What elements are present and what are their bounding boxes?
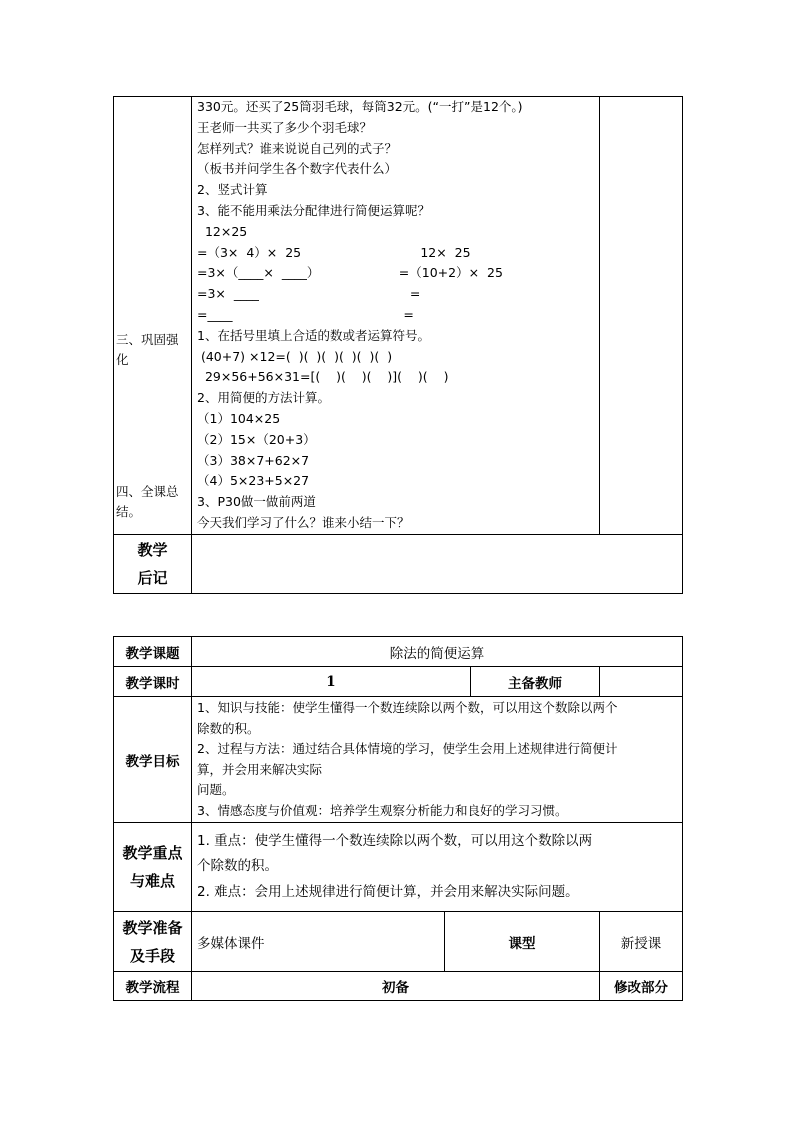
process-line: 3、P30做一做前两道	[197, 494, 316, 510]
process-line: 3、能不能用乘法分配律进行简便运算呢？	[197, 202, 430, 218]
draft-label: 初备	[192, 972, 600, 1001]
process-lines	[192, 97, 599, 534]
topic-label: 教学课题	[114, 637, 192, 667]
process-line: 29×56+56×31=[( )( )( )]( )( )	[197, 369, 449, 385]
key-point-line: 2. 难点：会用上述规律进行简便计算，并会用来解决实际问题。	[197, 883, 579, 900]
hours-label: 教学课时	[114, 667, 192, 697]
flow-label: 教学流程	[114, 972, 192, 1001]
key-points-label: 教学重点与难点	[114, 823, 192, 912]
hours-value: 1	[192, 667, 471, 697]
process-line: （2）15×（20+3）	[197, 431, 316, 447]
prep-label: 教学准备及手段	[114, 912, 192, 972]
key-point-line: 1. 重点：使学生懂得一个数连续除以两个数，可以用这个数除以两	[197, 832, 593, 849]
key-point-line: 个除数的积。	[197, 858, 278, 875]
teacher-value	[600, 667, 683, 697]
type-value: 新授课	[600, 912, 683, 972]
process-line: 2、竖式计算	[197, 182, 268, 198]
process-line: （4）5×23+5×27	[197, 473, 310, 489]
process-line: 2、用简便的方法计算。	[197, 390, 330, 406]
revision-cell	[600, 97, 683, 535]
process-line: =3×（____× ____） =（10+2）× 25	[197, 265, 503, 281]
goal-line: 算，并会用来解决实际	[197, 761, 323, 777]
key-points-content	[192, 823, 683, 912]
stage-label-cell	[114, 97, 192, 535]
goal-line: 3、情感态度与价值观：培养学生观察分析能力和良好的学习习惯。	[197, 802, 568, 818]
process-line: （板书并问学生各个数字代表什么）	[197, 161, 398, 177]
lesson-process-table	[113, 96, 683, 594]
process-line: 1、在括号里填上合适的数或者运算符号。	[197, 327, 430, 343]
process-line: =（3× 4）× 25 12× 25	[197, 244, 471, 260]
process-line: 王老师一共买了多少个羽毛球？	[197, 119, 373, 135]
process-line: 怎样列式？谁来说说自己列的式子？	[197, 140, 398, 156]
goals-label: 教学目标	[114, 697, 192, 823]
process-line: （3）38×7+62×7	[197, 452, 310, 468]
teacher-label: 主备教师	[471, 667, 600, 697]
goal-line: 问题。	[197, 782, 235, 797]
type-label: 课型	[445, 912, 600, 972]
process-line: =3× ____ =	[197, 286, 421, 302]
lesson-plan-table	[113, 636, 683, 1001]
process-line: =____ =	[197, 306, 414, 322]
process-line: （1）104×25	[197, 410, 281, 426]
teaching-notes-label: 教学后记	[114, 535, 192, 594]
prep-value: 多媒体课件	[192, 912, 445, 972]
process-line: (40+7) ×12=( )( )( )( )( )( )	[197, 348, 393, 364]
goal-line: 2、过程与方法：通过结合具体情境的学习，使学生会用上述规律进行简便计	[197, 741, 618, 756]
label-summary: 四、全课总结。	[116, 484, 179, 519]
process-line: 12×25	[197, 223, 248, 239]
goals-content	[192, 697, 683, 823]
goal-line: 除数的积。	[197, 720, 260, 736]
topic-value: 除法的简便运算	[192, 637, 683, 667]
process-line: 今天我们学习了什么？谁来小结一下？	[197, 514, 410, 530]
revise-label: 修改部分	[600, 972, 683, 1001]
label-consolidate: 三、巩固强化	[116, 332, 179, 367]
process-content-cell	[192, 97, 600, 535]
process-line: 330元。还买了25筒羽毛球，每筒32元。(“一打”是12个。)	[197, 99, 523, 114]
teaching-notes-cell	[192, 535, 683, 594]
goal-line: 1、知识与技能：使学生懂得一个数连续除以两个数，可以用这个数除以两个	[197, 700, 618, 715]
